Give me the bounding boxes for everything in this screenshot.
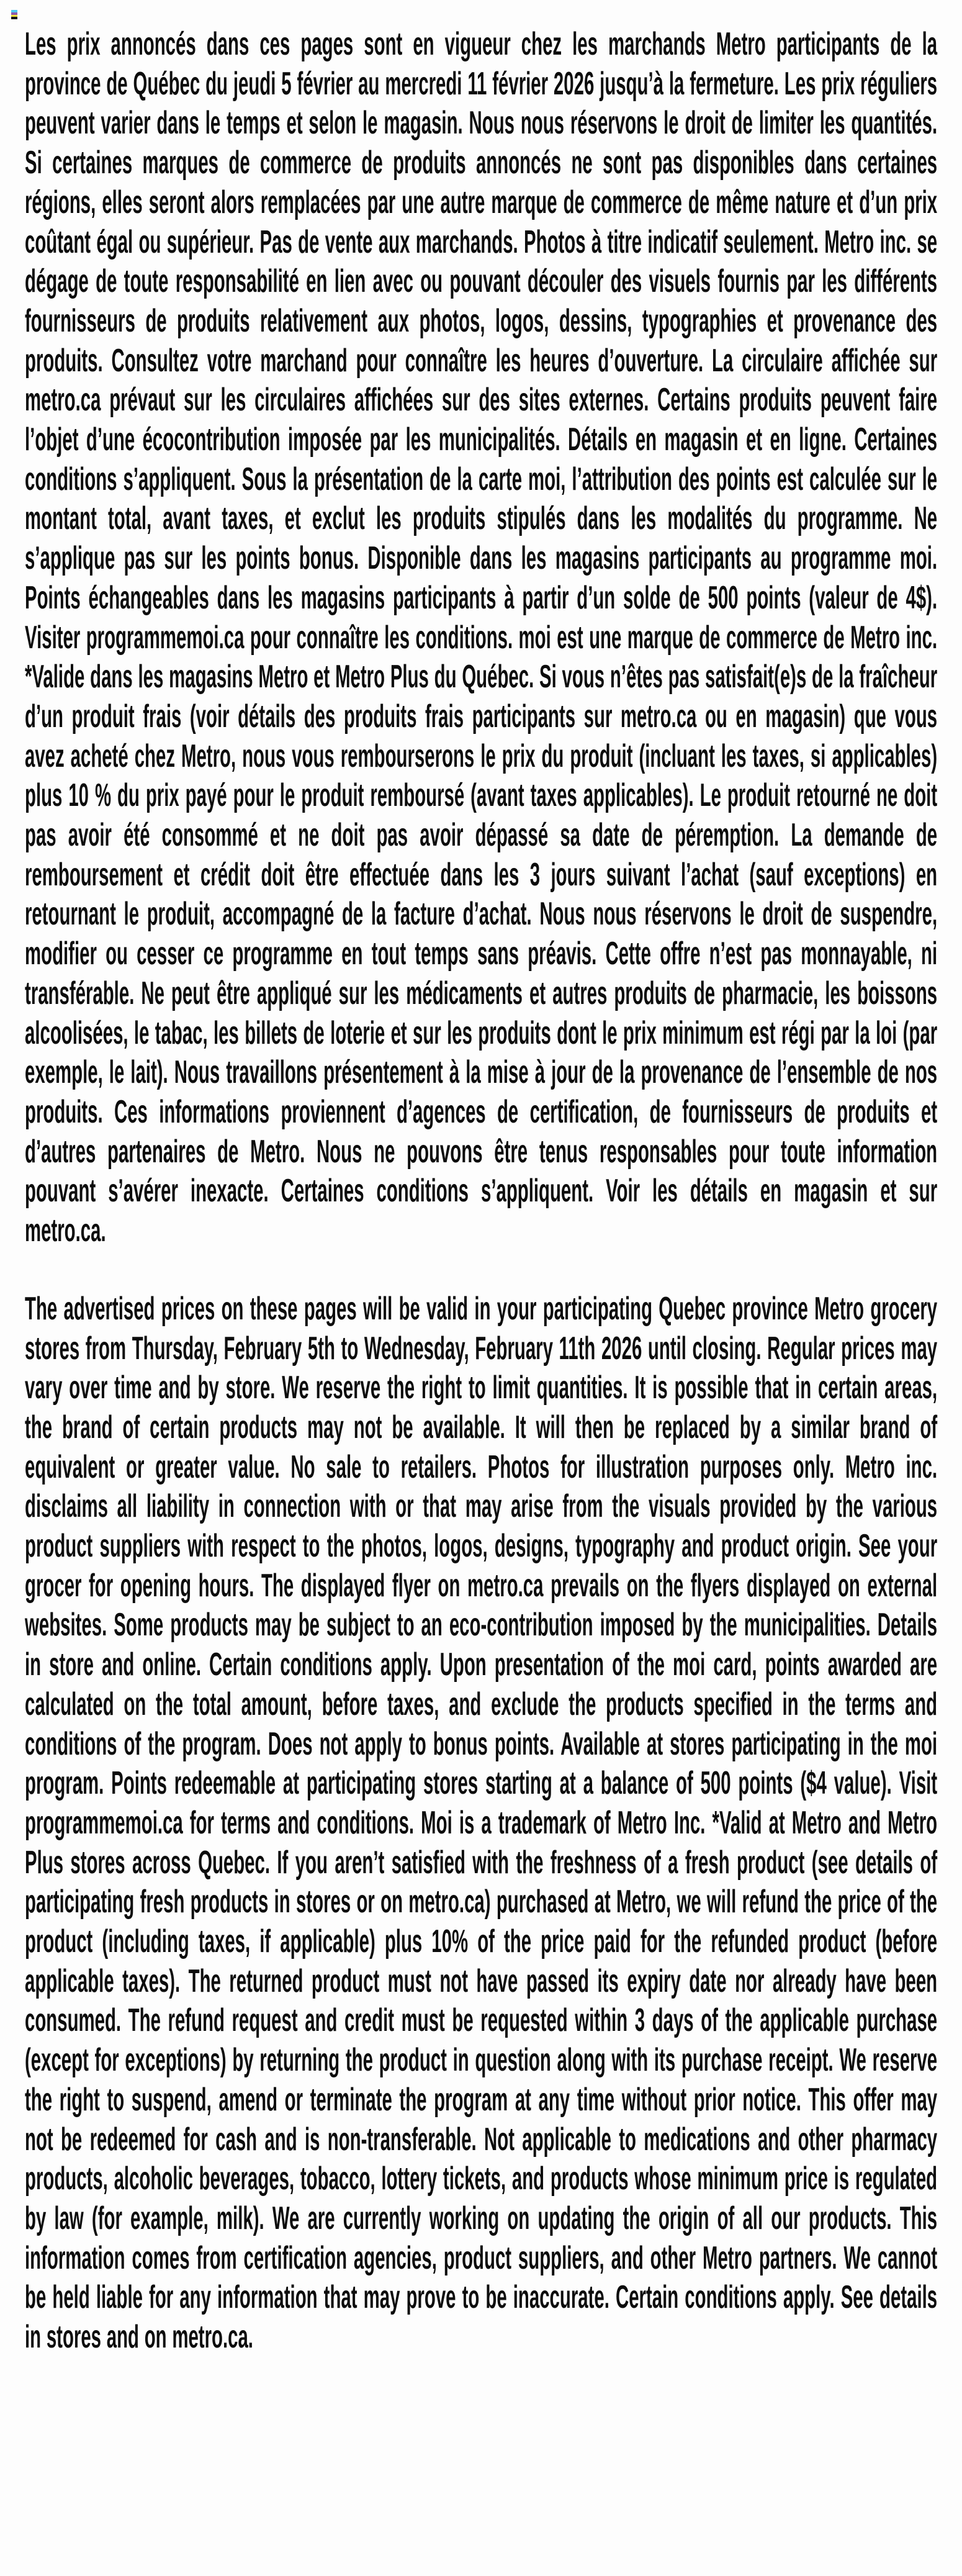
- legal-section-english: [25, 1290, 937, 2357]
- legal-section-french: [25, 0, 937, 1251]
- legal-text-english: The advertised prices on these pages will be valid in your participating Quebec province Metro grocery stores from Thursday, February 5th to Wednesday, February 11th 2026 until closing. Regular prices may vary over time and by store. We reserve the right to limit quantities. It is possible that in certain areas, the brand of certain products may not be available. It will then be replaced by a similar brand of equivalent or greater value. No sale to retailers. Photos for illustration purposes only. Metro inc. disclaims all liability in connection with or that may arise from the visuals provided by the various product suppliers with respect to the photos, logos, designs, typography and product origin. See your grocer for opening hours. The displayed flyer on metro.ca prevails on the flyers displayed on external websites. Some products may be subject to an eco-contribution imposed by the municipalities. Details in store and online. Certain conditions apply. Upon presentation of the moi card, points awarded are calculated on the total amount, before taxes, and exclude the products specified in the terms and conditions of the program. Does not apply to bonus points. Available at stores participating in the moi program. Points redeemable at participating stores starting at a balance of 500 points ($4 value). Visit programmemoi.ca for terms and conditions. Moi is a trademark of Metro Inc. *Valid at Metro and Metro Plus stores across Quebec. If you aren’t satisfied with the freshness of a fresh product (see details of participating fresh products in stores or on metro.ca) purchased at Metro, we will refund the price of the product (including taxes, if applicable) plus 10% of the price paid for the refunded product (before applicable taxes). The returned product must not have passed its expiry date nor already have been consumed. The refund request and credit must be requested within 3 days of the applicable purchase (except for exceptions) by returning the product in question along with its purchase receipt. We reserve the right to suspend, amend or terminate the program at any time without prior notice. This offer may not be redeemed for cash and is non-transferable. Not applicable to medications and other pharmacy products, alcoholic beverages, tobacco, lottery tickets, and products whose minimum price is regulated by law (for example, milk). We are currently working on updating the origin of all our products. This information comes from certification agencies, product suppliers, and other Metro partners. We cannot be held liable for any information that may prove to be inaccurate. Certain conditions apply. See details in stores and on metro.ca.: [25, 1290, 938, 2356]
- registration-stripe-black: [11, 17, 17, 19]
- print-registration-mark: [11, 10, 17, 19]
- legal-text-french: Les prix annoncés dans ces pages sont en vigueur chez les marchands Metro participants de la province de Québec du jeudi 5 février au mercredi 11 février 2026 jusqu’à la fermeture. Les prix réguliers peuvent varier dans le temps et selon le magasin. Nous nous réservons le droit de limiter les quantités. Si certaines marques de commerce de produits annoncés ne sont pas disponibles dans certaines régions, elles seront alors remplacées par une autre marque de commerce de même nature et d’un prix coûtant égal ou supérieur. Pas de vente aux marchands. Photos à titre indicatif seulement. Metro inc. se dégage de toute responsabilité en lien avec ou pouvant découler des visuels fournis par les différents fournisseurs de produits relativement aux photos, logos, dessins, typographies et provenance des produits. Consultez votre marchand pour connaître les heures d’ouverture. La circulaire affichée sur metro.ca prévaut sur les circulaires affichées sur des sites externes. Certains produits peuvent faire l’objet d’une écocontribution imposée par les municipalités. Détails en magasin et en ligne. Certaines conditions s’appliquent. Sous la présentation de la carte moi, l’attribution des points est calculée sur le montant total, avant taxes, et exclut les produits stipulés dans les modalités du programme. Ne s’applique pas sur les points bonus. Disponible dans les magasins participants au programme moi. Points échangeables dans les magasins participants à partir d’un solde de 500 points (valeur de 4$). Visiter programmemoi.ca pour connaître les conditions. moi est une marque de commerce de Metro inc. *Valide dans les magasins Metro et Metro Plus du Québec. Si vous n’êtes pas satisfait(e)s de la fraîcheur d’un produit frais (voir détails des produits frais participants sur metro.ca ou en magasin) que vous avez acheté chez Metro, nous vous rembourserons le prix du produit (incluant les taxes, si applicables) plus 10 % du prix payé pour le produit remboursé (avant taxes applicables). Le produit retourné ne doit pas avoir été consommé et ne doit pas avoir dépassé sa date de péremption. La demande de remboursement et crédit doit être effectuée dans les 3 jours suivant l’achat (sauf exceptions) en retournant le produit, accompagné de la facture d’achat. Nous nous réservons le droit de suspendre, modifier ou cesser ce programme en tout temps sans préavis. Cette offre n’est pas monnayable, ni transférable. Ne peut être appliqué sur les médicaments et autres produits de pharmacie, les boissons alcoolisées, le tabac, les billets de loterie et sur les produits dont le prix minimum est régi par la loi (par exemple, le lait). Nous travaillons présentement à la mise à jour de la provenance de l’ensemble de nos produits. Ces informations proviennent d’agences de certification, de fournisseurs de produits et d’autres partenaires de Metro. Nous ne pouvons être tenus responsables pour toute information pouvant s’avérer inexacte. Certaines conditions s’appliquent. Voir les détails en magasin et sur metro.ca.: [25, 26, 938, 1249]
